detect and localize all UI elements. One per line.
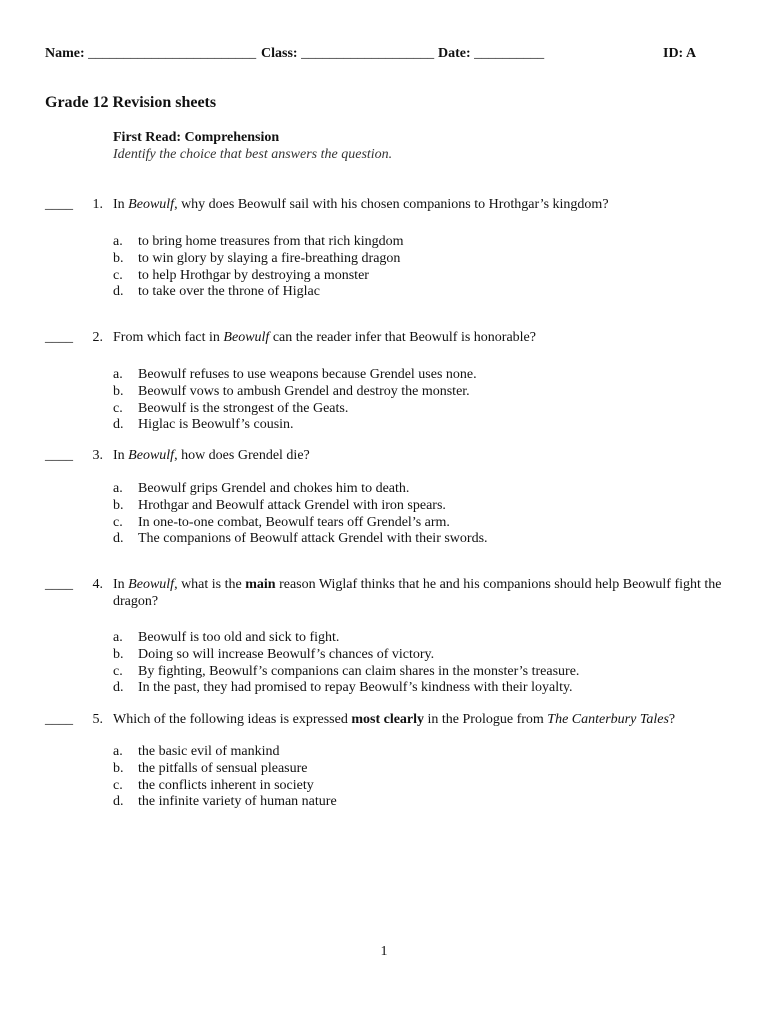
stem-segment: From which fact in [113, 330, 224, 345]
question-number: 5. [92, 712, 103, 727]
option-letter: a. [113, 630, 123, 645]
question-number: 3. [92, 448, 103, 463]
stem-segment: , why does Beowulf sail with his chosen companions to Hrothgar’s kingdom? [174, 197, 609, 212]
option-text: the infinite variety of human nature [138, 794, 337, 810]
name-blank[interactable]: ________________________ [88, 46, 257, 61]
stem-segment: In [113, 448, 129, 463]
page-title: Grade 12 Revision sheets [45, 94, 217, 111]
stem-segment: Beowulf [223, 330, 270, 345]
option-letter: a. [113, 481, 123, 496]
stem-segment: main [245, 577, 276, 592]
option-letter: c. [113, 777, 123, 793]
option-text: the pitfalls of sensual pleasure [138, 760, 308, 776]
stem-segment: most clearly [351, 712, 425, 727]
option-letter: c. [113, 267, 123, 283]
question-stem [113, 447, 723, 464]
stem-segment: Which of the following ideas is expressed [113, 712, 352, 727]
answer-blank[interactable]: ____ [45, 577, 73, 592]
option-text: Beowulf refuses to use weapons because Grendel uses none. [138, 367, 477, 382]
question-stem [113, 196, 723, 213]
stem-segment: Beowulf [128, 448, 175, 463]
option-text: to help Hrothgar by destroying a monster [138, 267, 369, 283]
stem-segment: The Canterbury Tales [547, 712, 669, 727]
section-title: First Read: Comprehension [113, 130, 280, 145]
class-field [261, 46, 434, 62]
option-text: Higlac is Beowulf’s cousin. [138, 417, 294, 433]
option-text: the conflicts inherent in society [138, 777, 314, 793]
answer-blank[interactable]: ____ [45, 197, 73, 212]
option-text: The companions of Beowulf attack Grendel with their swords. [138, 531, 488, 547]
stem-segment: reason Wiglaf thinks that he and his companions should help Beowulf fight the dragon? [113, 577, 722, 609]
option-text: Beowulf grips Grendel and chokes him to death. [138, 481, 410, 496]
date-field [438, 46, 544, 62]
option-letter: a. [113, 744, 123, 759]
option-letter: a. [113, 367, 123, 382]
section-instructions: Identify the choice that best answers the question. [113, 147, 393, 162]
stem-segment: ? [668, 712, 676, 727]
option-letter: d. [113, 794, 124, 810]
option-text: to win glory by slaying a fire-breathing dragon [138, 250, 401, 266]
option-text: Doing so will increase Beowulf’s chances of victory. [138, 646, 435, 662]
stem-segment: Beowulf [128, 577, 175, 592]
option-text: Hrothgar and Beowulf attack Grendel with iron spears. [138, 497, 446, 513]
stem-segment: , how does Grendel die? [174, 448, 310, 463]
option-letter: d. [113, 680, 124, 696]
question-number: 2. [92, 330, 103, 345]
option-text: Beowulf is too old and sick to fight. [138, 630, 340, 645]
answer-blank[interactable]: ____ [45, 712, 73, 727]
page-number: 1 [380, 944, 388, 959]
option-text: to take over the throne of Higlac [138, 284, 320, 300]
stem-segment: In [113, 577, 129, 592]
name-field [45, 46, 256, 62]
date-blank[interactable]: __________ [474, 46, 545, 61]
class-blank[interactable]: ___________________ [301, 46, 435, 61]
option-letter: d. [113, 417, 124, 433]
option-text: the basic evil of mankind [138, 744, 280, 759]
stem-segment: In [113, 197, 129, 212]
option-letter: b. [113, 383, 124, 399]
question-stem [113, 711, 723, 728]
option-letter: b. [113, 250, 124, 266]
stem-segment: , what is the [174, 577, 246, 592]
option-letter: b. [113, 646, 124, 662]
name-label: Name: [45, 46, 85, 61]
option-text: By fighting, Beowulf’s companions can claim shares in the monster’s treasure. [138, 663, 580, 679]
answer-blank[interactable]: ____ [45, 330, 73, 345]
question-number: 4. [92, 577, 103, 592]
option-letter: c. [113, 663, 123, 679]
option-text: Beowulf is the strongest of the Geats. [138, 400, 349, 416]
question-number: 1. [92, 197, 103, 212]
id-label: ID: A [663, 46, 697, 61]
option-text: to bring home treasures from that rich kingdom [138, 234, 404, 249]
stem-segment: in the Prologue from [424, 712, 548, 727]
option-text: In the past, they had promised to repay Beowulf’s kindness with their loyalty. [138, 680, 573, 696]
stem-segment: can the reader infer that Beowulf is honorable? [269, 330, 536, 345]
date-label: Date: [438, 46, 471, 61]
question-stem [113, 329, 723, 346]
option-letter: c. [113, 514, 123, 530]
option-letter: c. [113, 400, 123, 416]
class-label: Class: [261, 46, 298, 61]
option-letter: b. [113, 497, 124, 513]
option-text: Beowulf vows to ambush Grendel and destroy the monster. [138, 383, 470, 399]
option-text: In one-to-one combat, Beowulf tears off Grendel’s arm. [138, 514, 450, 530]
option-letter: d. [113, 531, 124, 547]
stem-segment: Beowulf [128, 197, 175, 212]
option-letter: d. [113, 284, 124, 300]
option-letter: a. [113, 234, 123, 249]
answer-blank[interactable]: ____ [45, 448, 73, 463]
option-letter: b. [113, 760, 124, 776]
question-stem [113, 576, 723, 610]
